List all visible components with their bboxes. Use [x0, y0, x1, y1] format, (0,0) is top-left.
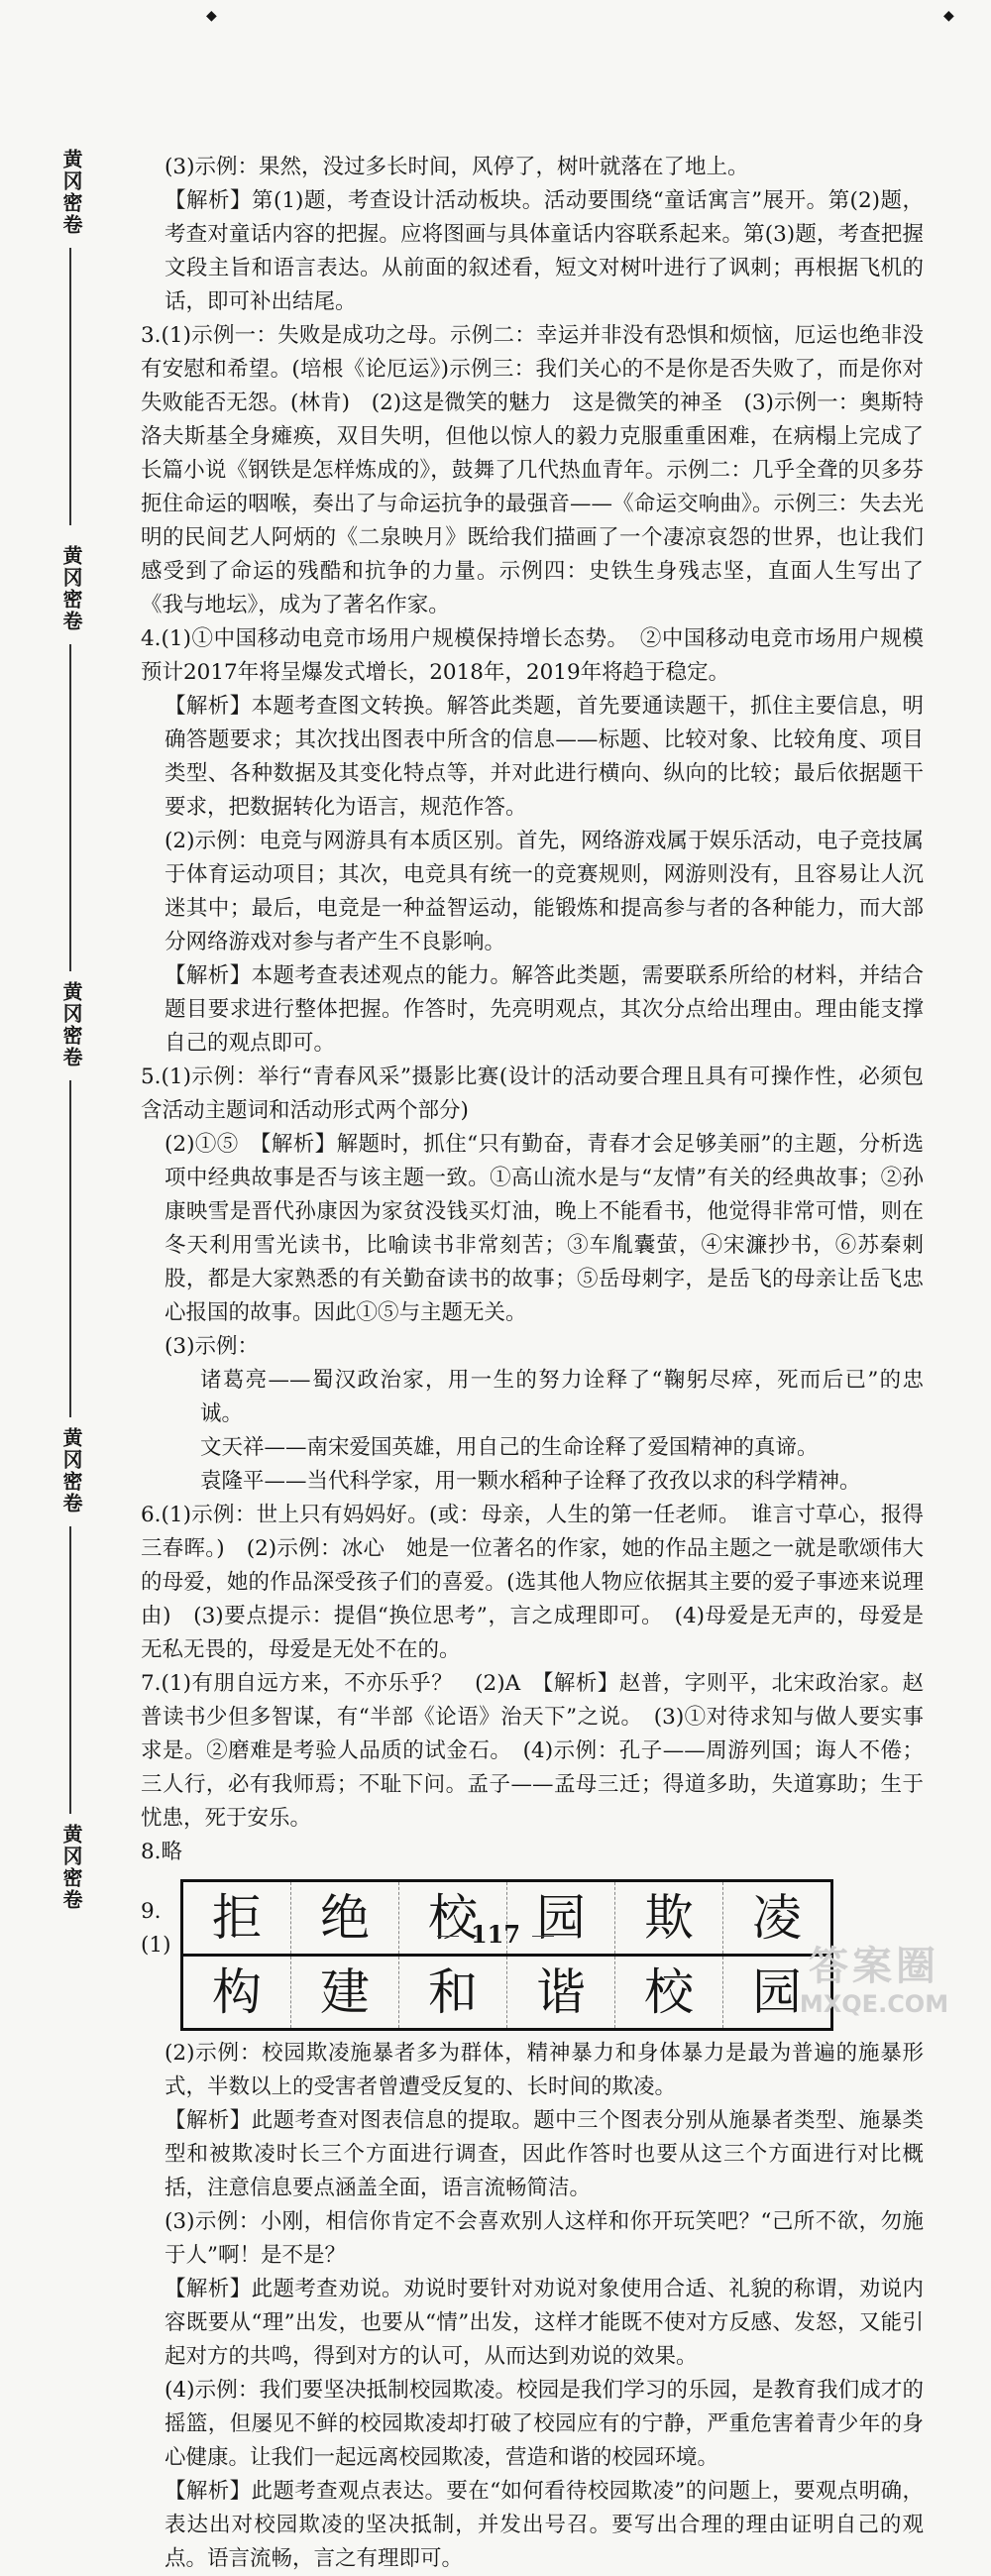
answer-paragraph: (4)示例：我们要坚决抵制校园欺凌。校园是我们学习的乐园，是教育我们成才的摇篮，但屡见不鲜的校园欺凌却打破了校园应有的宁静，严重危害着青少年的身心健康。让我们一起远离校园欺凌，营造和谐的校园环境。 [165, 2378, 924, 2470]
grid-cell: 构 [183, 1957, 291, 2028]
side-label: 黄冈密卷 [59, 1427, 83, 1514]
watermark [775, 1943, 973, 2032]
answer-item-3: 3.(1)示例一：失败是成功之母。示例二：幸运并非没有恐惧和烦恼，厄运也绝非没有安慰和希望。(培根《论厄运》)示例三：我们关心的不是你是否失败了，而是你对失败能否无怨。(林肯) (2)这是微笑的魅力 这是微笑的神圣 (3)示例一：奥斯特洛夫斯基全身瘫痪，双目失明，但他以惊人的毅力克服重重困难，在病榻上完成了长篇小说《钢铁是怎样炼成的》，鼓舞了几代热血青年。示例二：几乎全聋的贝多芬扼住命运的咽喉，奏出了与命运抗争的最强音——《命运交响曲》。示例三：失去光明的民间艺人阿炳的《二泉映月》既给我们描画了一个凄凉哀怨的世界，也让我们感受到了命运的残酷和抗争的力量。示例四：史铁生身残志坚，直面人生写出了《我与地坛》，成为了著名作家。 [141, 323, 924, 617]
grid-row-2 [183, 1954, 830, 2028]
grid-cell: 和 [399, 1957, 507, 2028]
grid-cell: 校 [399, 1882, 507, 1954]
grid-cell: 拒 [183, 1882, 291, 1954]
side-label: 黄冈密卷 [59, 149, 83, 236]
analysis-paragraph: 【解析】此题考查劝说。劝说时要针对劝说对象使用合适、礼貌的称谓，劝说内容既要从“理”出发，也要从“情”出发，这样才能既不使对方反感、发怒，又能引起对方的共鸣，得到对方的认可，从而达到劝说的效果。 [165, 2277, 924, 2369]
side-label: 黄冈密卷 [59, 1824, 83, 1911]
grid-cell: 欺 [615, 1882, 723, 1954]
corner-dot-left: ◆ [206, 8, 217, 24]
example-line: 诸葛亮——蜀汉政治家，用一生的努力诠释了“鞠躬尽瘁，死而后已”的忠诚。 [200, 1368, 924, 1426]
grid-cell: 园 [507, 1882, 615, 1954]
grid-cell: 凌 [752, 1889, 802, 1947]
answer-paragraph: (2)示例：电竞与网游具有本质区别。首先，网络游戏属于娱乐活动，电子竞技属于体育运动项目；其次，电竞具有统一的竞赛规则，网游则没有，且容易让人沉迷其中；最后，电竞是一种益智运动，能锻炼和提高参与者的各种能力，而大部分网络游戏对参与者产生不良影响。 [165, 829, 924, 954]
answer-paragraph: (3)示例：果然，没过多长时间，风停了，树叶就落在了地上。 [165, 155, 749, 179]
page-number-text: 117 [470, 1920, 521, 1949]
grid-cell: 谐 [507, 1957, 615, 2028]
analysis-paragraph: 【解析】此题考查对图表信息的提取。题中三个图表分别从施暴者类型、施暴类型和被欺凌时长三个方面进行调查，因此作答时也要从这三个方面进行对比概括，注意信息要点涵盖全面，语言流畅简洁。 [165, 2108, 924, 2200]
side-label: 黄冈密卷 [59, 981, 83, 1068]
page-dash-left [437, 1936, 459, 1937]
side-rule [69, 1526, 71, 1814]
corner-dot-right: ◆ [943, 8, 954, 24]
analysis-paragraph: 【解析】本题考查图文转换。解答此类题，首先要通读题干，抓住主要信息，明确答题要求；其次找出图表中所含的信息——标题、比较对象、比较角度、项目类型、各种数据及其变化特点等，并对此进行横向、纵向的比较；最后依据题干要求，把数据转化为语言，规范作答。 [165, 694, 924, 820]
analysis-paragraph: 【解析】第(1)题，考查设计活动板块。活动要围绕“童话寓言”展开。第(2)题，考查对童话内容的把握。应将图画与具体童话内容联系起来。第(3)题，考查把握文段主旨和语言表达。从前面的叙述看，短文对树叶进行了讽刺；再根据飞机的话，即可补出结尾。 [165, 188, 924, 314]
answer-paragraph: (3)示例：小刚，相信你肯定不会喜欢别人这样和你开玩笑吧？“己所不欲，勿施于人”啊！是不是？ [165, 2209, 924, 2268]
side-label: 黄冈密卷 [59, 545, 83, 632]
answer-content [141, 151, 924, 2576]
watermark-logo: 答案圈 [809, 1944, 939, 1989]
example-line: 袁隆平——当代科学家，用一颗水稻种子诠释了孜孜以求的科学精神。 [200, 1469, 861, 1494]
answer-paragraph: (2)①⑤ 【解析】解题时，抓住“只有勤奋，青春才会足够美丽”的主题，分析选项中经典故事是否与该主题一致。①高山流水是与“友情”有关的经典故事；②孙康映雪是晋代孙康因为家贫没钱买灯油，晚上不能看书，他觉得非常可惜，则在冬天利用雪光读书，比喻读书非常刻苦；③车胤囊萤，④宋濂抄书，⑥苏秦刺股，都是大家熟悉的有关勤奋读书的故事；⑤岳母刺字，是岳飞的母亲让岳飞忠心报国的故事。因此①⑤与主题无关。 [165, 1132, 924, 1325]
character-grid [180, 1879, 833, 2031]
grid-cell: 绝 [291, 1882, 399, 1954]
grid-label: 9.(1) [141, 1899, 171, 1958]
example-line: 文天祥——南宋爱国英雄，用自己的生命诠释了爱国精神的真谛。 [200, 1435, 819, 1460]
side-rule [69, 1080, 71, 1417]
answer-item-8: 8.略 [141, 1840, 183, 1864]
page-dash-right [532, 1936, 554, 1937]
answer-item-5: 5.(1)示例：举行“青春风采”摄影比赛(设计的活动要合理且具有可操作性，必须包含活动主题词和活动形式两个部分) [141, 1064, 924, 1123]
side-rule [69, 248, 71, 525]
side-rule [69, 644, 71, 971]
analysis-paragraph: 【解析】本题考查表述观点的能力。解答此类题，需要联系所给的材料，并结合题目要求进行整体把握。作答时，先亮明观点，其次分点给出理由。理由能支撑自己的观点即可。 [165, 963, 924, 1056]
answer-item-7: 7.(1)有朋自远方来，不亦乐乎？ (2)A 【解析】赵普，字则平，北宋政治家。赵普读书少但多智谋，有“半部《论语》治天下”之说。 (3)①对待求知与做人要实事求是。②磨难是考验人品质的试金石。 (4)示例：孔子——周游列国；诲人不倦；三人行，必有我师焉；不耻下问。孟子——孟母三迁；得道多助，失道寡助；生于忧患，死于安乐。 [141, 1671, 924, 1831]
grid-cell: 园 [752, 1963, 802, 2021]
watermark-url: MXQE.COM [799, 1990, 949, 2018]
grid-cell: 建 [291, 1957, 399, 2028]
answer-paragraph: (3)示例： [165, 1334, 259, 1359]
answer-item-4: 4.(1)①中国移动电竞市场用户规模保持增长态势。 ②中国移动电竞市场用户规模预计2017年将呈爆发式增长，2018年，2019年将趋于稳定。 [141, 626, 924, 685]
analysis-paragraph: 【解析】此题考查观点表达。要在“如何看待校园欺凌”的问题上，要观点明确，表达出对校园欺凌的坚决抵制，并发出号召。要写出合理的理由证明自己的观点。语言流畅，言之有理即可。 [165, 2479, 924, 2571]
answer-paragraph: (2)示例：校园欺凌施暴者多为群体，精神暴力和身体暴力是最为普遍的施暴形式，半数以上的受害者曾遭受反复的、长时间的欺凌。 [165, 2041, 924, 2099]
answer-item-6: 6.(1)示例：世上只有妈妈好。(或：母亲，人生的第一任老师。 谁言寸草心，报得三春晖。) (2)示例：冰心 她是一位著名的作家，她的作品主题之一就是歌颂伟大的母爱，她的作品深受孩子们的喜爱。(选其他人物应依据其主要的爱子事迹来说理由) (3)要点提示：提倡“换位思考”，言之成理即可。 (4)母爱是无声的，母爱是无私无畏的，母爱是无处不在的。 [141, 1503, 924, 1662]
grid-cell: 校 [615, 1957, 723, 2028]
